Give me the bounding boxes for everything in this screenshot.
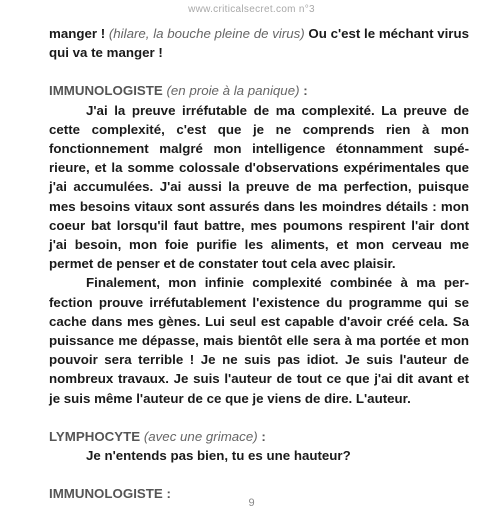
dialogue-paragraph: J'ai la preuve irréfutable de ma complexité. La preuve de cette complexité, c'est que je ne comprends rien à mon fonctionnement malgré mon intelligence étonnamment supérieure, et la somme colossale d'observations expérimentales que j'ai accumulées. J'ai aussi la preuve de ma perfection, puisque mes besoins vitaux sont assurés dans les moindres détails : mon coeur bat lorsqu'il faut battre, mes poumons respirent l'air dont j'ai besoin, mon foie purifie les aliments, et mon cerveau me permet de penser et de constater tout cela avec plaisir.	[49, 102, 469, 272]
page-body	[49, 24, 469, 503]
speaker-name: IMMUNOLOGISTE	[49, 83, 163, 99]
speaker-name: IMMUNOLOGISTE :	[49, 486, 171, 502]
spacer	[49, 62, 469, 81]
dialogue-continuation	[49, 24, 469, 62]
dialogue-line: Je n'entends pas bien, tu es une hauteur?	[86, 448, 351, 464]
continuation-text: manger !	[49, 26, 109, 41]
dialogue-paragraph: Finalement, mon infinie complexité combinée à ma perfection prouve irréfutablement l'existence du programme qui se cache dans mes gènes. Lui seul est capable d'avoir créé cela. Sa puissance me dépasse, mais bientôt elle sera à ma portée et mon pouvoir sera terrible ! Je ne suis pas idiot. Je suis l'auteur de nombreux travaux. Je suis l'auteur de tout ce que j'ai dit avant et je suis même l'auteur de ce que je viens de dire. L'auteur.	[49, 275, 469, 406]
spacer	[49, 465, 469, 484]
stage-direction: (avec une grimace)	[143, 428, 258, 444]
spacer	[49, 408, 469, 427]
continuation-text-end: Ou c'est le méchant virus qui va te manger !	[49, 26, 469, 61]
speaker-line	[49, 81, 469, 100]
stage-direction: (hilare, la bouche pleine de virus)	[108, 26, 305, 41]
speaker-colon: :	[299, 83, 308, 99]
speaker-line	[49, 427, 469, 446]
speaker-colon: :	[257, 428, 266, 444]
page-header: www.criticalsecret.com n°3	[188, 4, 315, 15]
page-number: 9	[248, 497, 255, 509]
stage-direction: (en proie à la panique)	[166, 83, 300, 99]
speaker-name: LYMPHOCYTE	[49, 428, 141, 444]
